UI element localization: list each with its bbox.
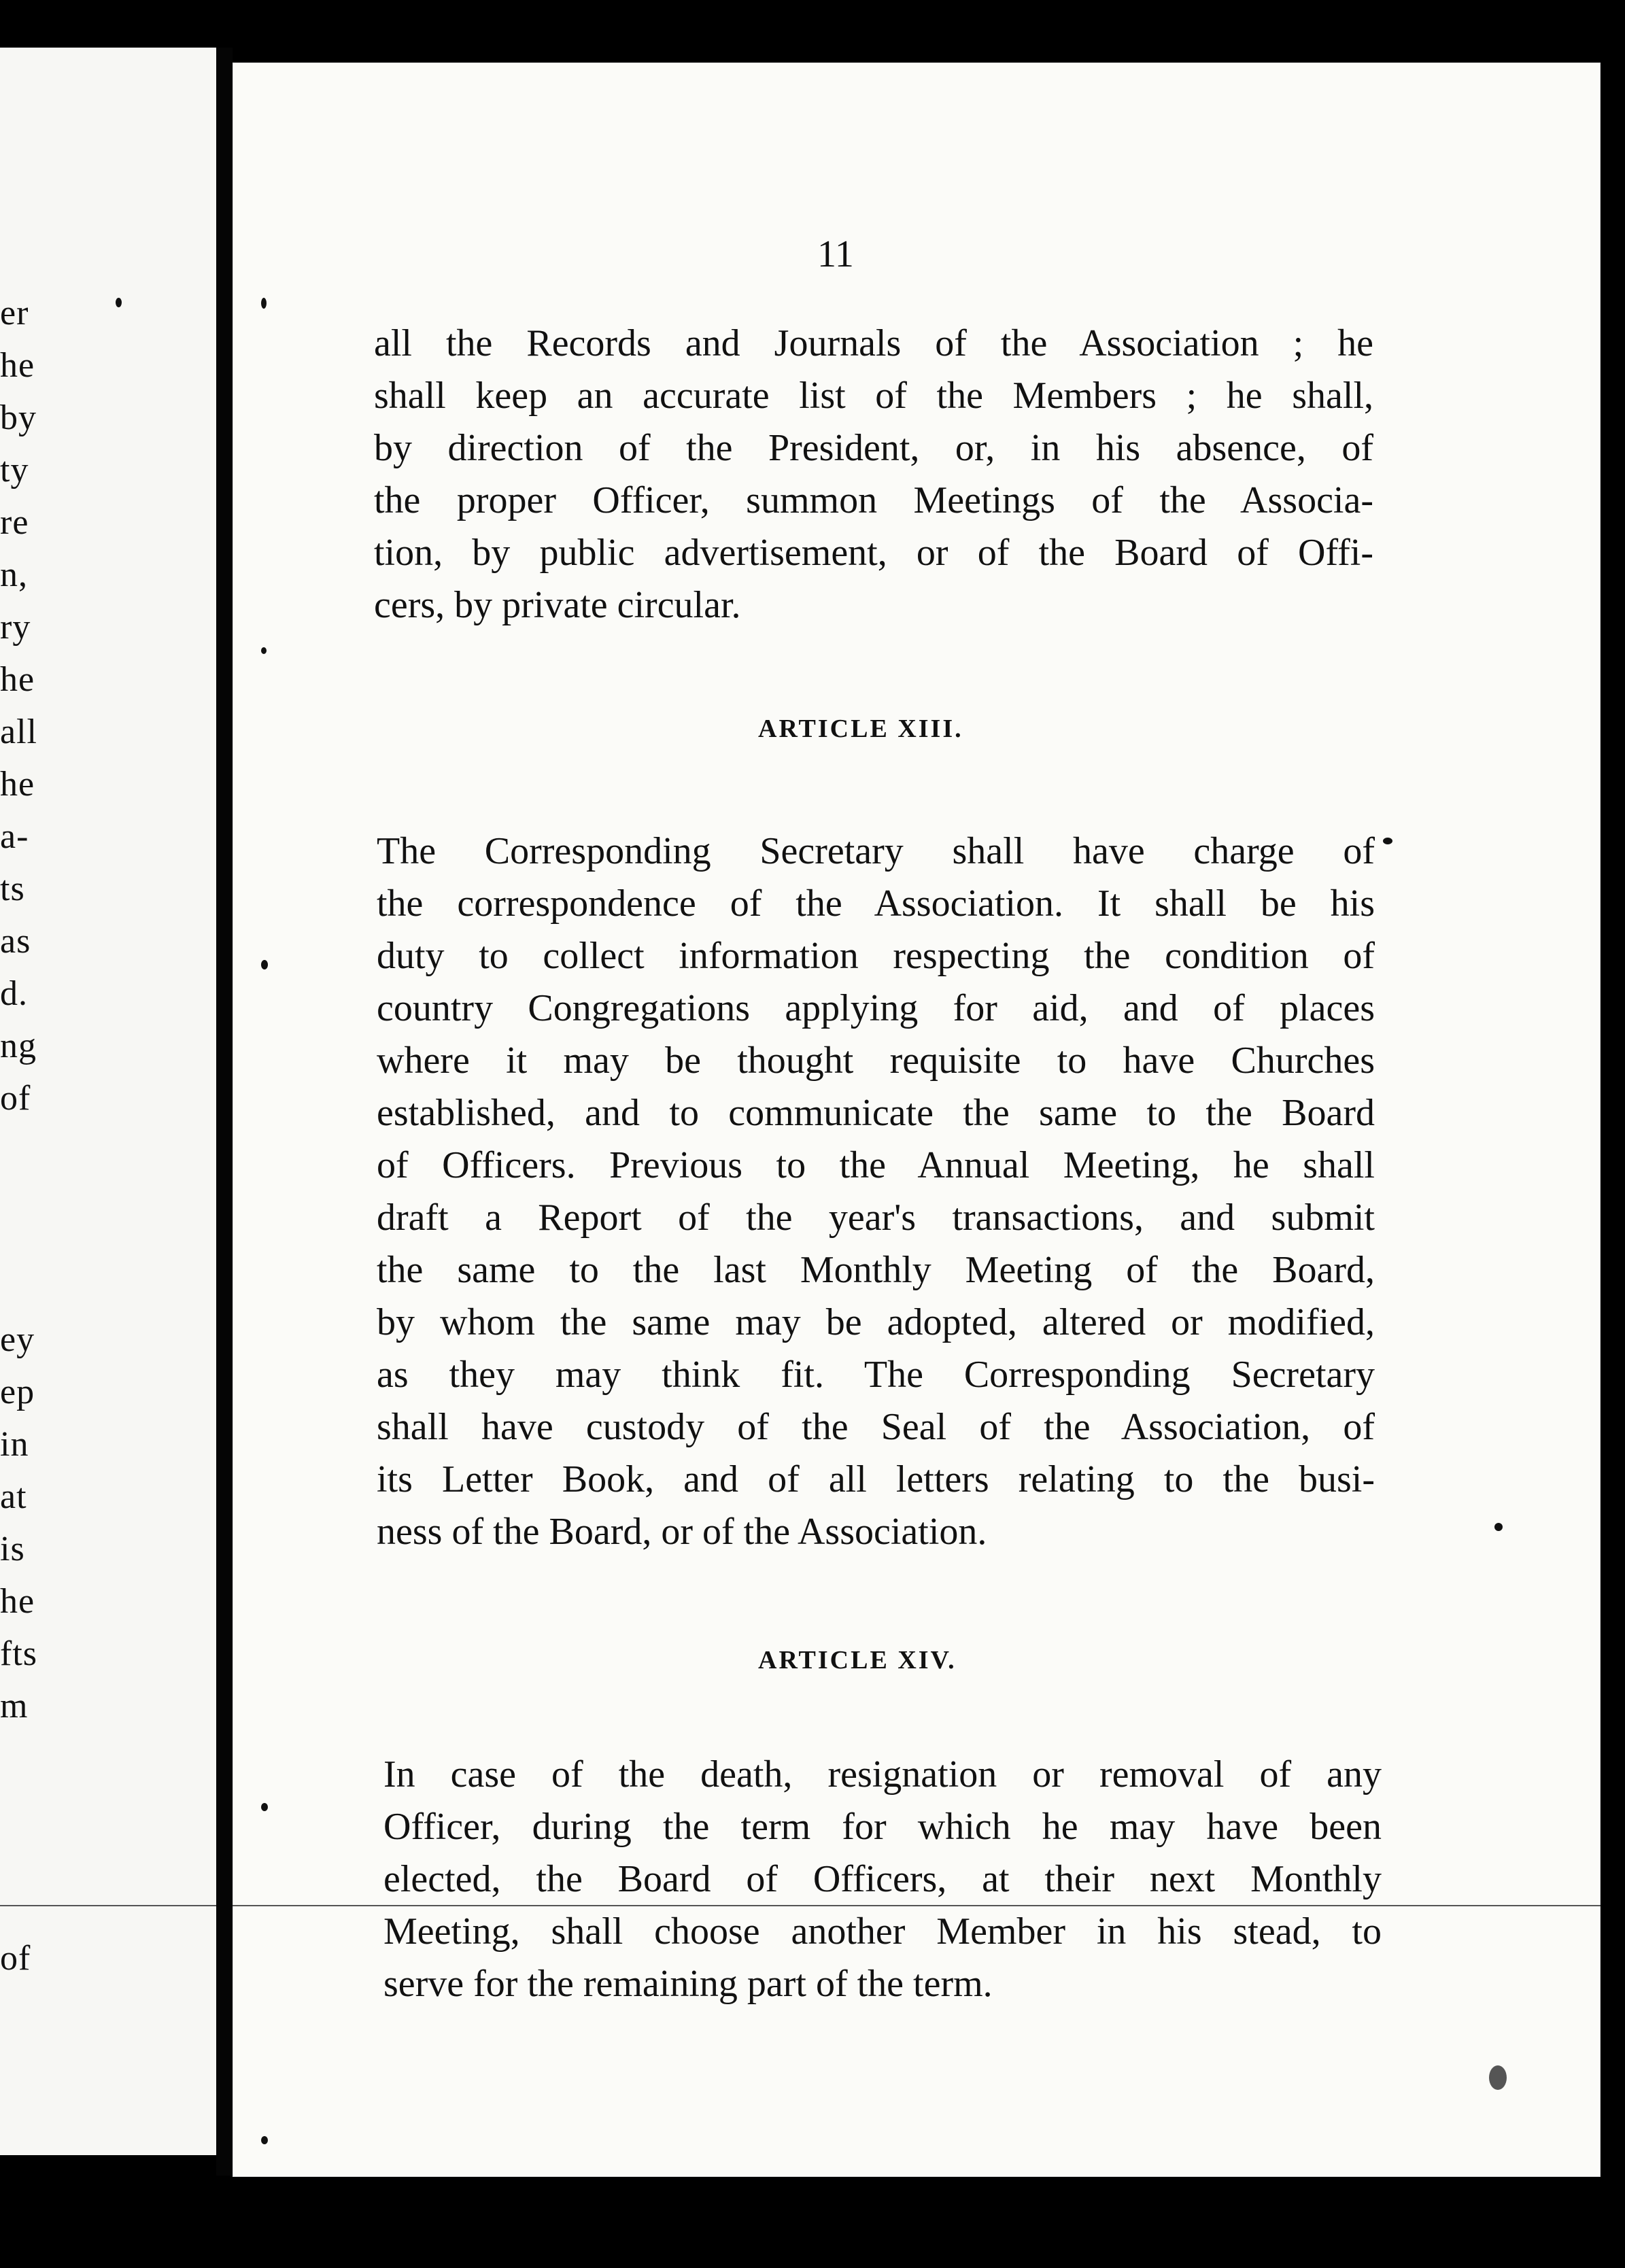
ink-speck xyxy=(1383,838,1392,844)
text-line: as they may think fit. The Corresponding Secretary xyxy=(377,1354,1375,1396)
left-page-fragment: n, xyxy=(0,555,28,594)
left-page-fragment: d. xyxy=(0,974,28,1013)
bottom-rule xyxy=(233,1905,1601,1906)
article-14-paragraph xyxy=(383,1749,1382,2010)
left-page-fragment: at xyxy=(0,1477,27,1516)
article-13-paragraph xyxy=(377,825,1375,1558)
text-line: the proper Officer, summon Meetings of the Associa- xyxy=(374,479,1373,521)
left-page-text-fragments xyxy=(0,48,216,2155)
text-line: where it may be thought requisite to have Churches xyxy=(377,1040,1375,1082)
text-line: The Corresponding Secretary shall have charge of xyxy=(377,830,1375,872)
left-page-fragment: of xyxy=(0,1939,31,1978)
left-page-fragment: ep xyxy=(0,1373,35,1411)
text-line: Meeting, shall choose another Member in his stead, to xyxy=(383,1910,1382,1953)
page-number: 11 xyxy=(817,233,854,275)
left-page-fragment: ey xyxy=(0,1320,35,1359)
left-page-fragment: he xyxy=(0,765,35,804)
left-page-fragment: ry xyxy=(0,608,31,647)
text-line: ness of the Board, or of the Association. xyxy=(377,1511,987,1553)
text-line: shall keep an accurate list of the Members ; he shall, xyxy=(374,375,1373,417)
left-page-fragment: ts xyxy=(0,870,25,908)
left-page-fragment: all xyxy=(0,712,37,751)
text-line: the correspondence of the Association. It shall be his xyxy=(377,882,1375,925)
ink-speck xyxy=(261,960,268,969)
left-page-fragment: re xyxy=(0,503,29,542)
ink-speck xyxy=(261,647,267,654)
text-line: duty to collect information respecting the condition of xyxy=(377,935,1375,977)
left-page-fragment: er xyxy=(0,294,29,332)
text-line: elected, the Board of Officers, at their next Monthly xyxy=(383,1858,1382,1900)
left-page-fragment: ty xyxy=(0,451,29,489)
left-page-fragment: as xyxy=(0,922,31,961)
left-page-fragment: he xyxy=(0,1582,35,1621)
text-line: Officer, during the term for which he may have been xyxy=(383,1806,1382,1848)
binding-gutter xyxy=(216,48,233,2176)
text-line: of Officers. Previous to the Annual Meeting, he shall xyxy=(377,1144,1375,1186)
text-line: country Congregations applying for aid, and of places xyxy=(377,987,1375,1029)
text-line: by direction of the President, or, in his absence, of xyxy=(374,427,1373,469)
left-page-fragment: fts xyxy=(0,1634,37,1673)
left-page-fragment: m xyxy=(0,1687,29,1725)
text-line: by whom the same may be adopted, altered or modified, xyxy=(377,1301,1375,1343)
text-line: the same to the last Monthly Meeting of the Board, xyxy=(377,1249,1375,1291)
left-page-fragment: ng xyxy=(0,1027,37,1065)
article-14-heading: ARTICLE XIV. xyxy=(758,1646,957,1674)
left-facing-page xyxy=(0,48,216,2155)
left-page-fragment: he xyxy=(0,346,35,385)
opening-paragraph xyxy=(374,317,1373,632)
left-page-fragment: in xyxy=(0,1425,29,1464)
left-page-fragment: he xyxy=(0,660,35,699)
text-line: shall have custody of the Seal of the Association, of xyxy=(377,1406,1375,1448)
article-13-heading: ARTICLE XIII. xyxy=(758,715,963,743)
ink-speck xyxy=(116,298,122,307)
text-line: tion, by public advertisement, or of the Board of Offi- xyxy=(374,532,1373,574)
text-line: In case of the death, resignation or removal of any xyxy=(383,1753,1382,1796)
ink-smudge xyxy=(1489,2065,1507,2090)
left-page-fragment: of xyxy=(0,1079,31,1118)
text-line: established, and to communicate the same to the Board xyxy=(377,1092,1375,1134)
left-page-fragment: by xyxy=(0,398,37,437)
text-line: all the Records and Journals of the Association ; he xyxy=(374,322,1373,364)
text-line: cers, by private circular. xyxy=(374,584,741,626)
ink-speck xyxy=(261,1803,268,1811)
text-line: draft a Report of the year's transactions, and submit xyxy=(377,1197,1375,1239)
left-page-fragment: is xyxy=(0,1530,25,1568)
ink-speck xyxy=(1494,1523,1503,1531)
ink-speck xyxy=(261,298,267,309)
main-page xyxy=(233,63,1601,2177)
left-bottom-rule xyxy=(0,1905,216,1906)
ink-speck xyxy=(261,2136,268,2144)
text-line: its Letter Book, and of all letters relating to the busi- xyxy=(377,1458,1375,1500)
left-page-fragment: a- xyxy=(0,817,29,856)
text-line: serve for the remaining part of the term. xyxy=(383,1963,993,2005)
